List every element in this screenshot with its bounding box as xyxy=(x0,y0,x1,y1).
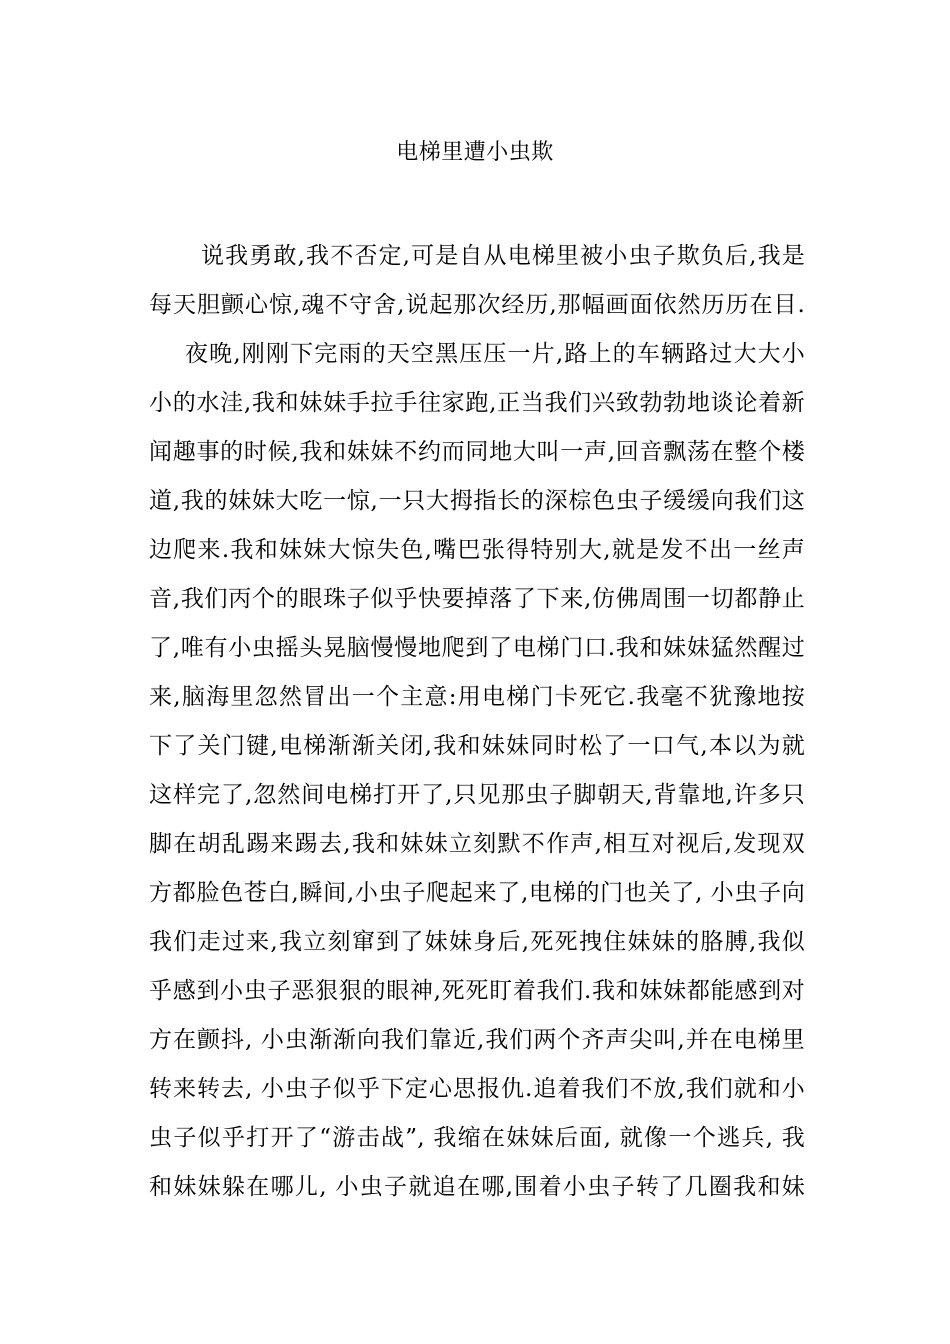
text-line: 道,我的妹妹大吃一惊,一只大拇指长的深棕色虫子缓缓向我们这 xyxy=(149,488,805,514)
document-title: 电梯里遭小虫欺 xyxy=(396,140,554,165)
text-line: 这样完了,忽然间电梯打开了,只见那虫子脚朝天,背靠地,许多只 xyxy=(149,782,805,808)
text-line: 方在颤抖, 小虫渐渐向我们靠近,我们两个齐声尖叫,并在电梯里 xyxy=(149,1027,805,1053)
text-line: 小的水洼,我和妹妹手拉手往家跑,正当我们兴致勃勃地谈论着新 xyxy=(149,390,805,416)
text-line: 转来转去, 小虫子似乎下定心思报仇.追着我们不放,我们就和小 xyxy=(149,1076,805,1102)
text-line: 下了关门键,电梯渐渐关闭,我和妹妹同时松了一口气,本以为就 xyxy=(149,733,805,759)
text-line: 方都脸色苍白,瞬间,小虫子爬起来了,电梯的门也关了, 小虫子向 xyxy=(149,880,805,906)
text-line: 脚在胡乱踢来踢去,我和妹妹立刻默不作声,相互对视后,发现双 xyxy=(149,831,805,857)
text-line: 边爬来.我和妹妹大惊失色,嘴巴张得特别大,就是发不出一丝声 xyxy=(149,537,805,563)
text-line: 和妹妹躲在哪儿, 小虫子就追在哪,围着小虫子转了几圈我和妹 xyxy=(149,1174,805,1200)
text-line: 每天胆颤心惊,魂不守舍,说起那次经历,那幅画面依然历历在目. xyxy=(149,292,805,318)
text-line: 闻趣事的时候,我和妹妹不约而同地大叫一声,回音飘荡在整个楼 xyxy=(149,439,805,465)
document-body xyxy=(149,232,805,1212)
text-line: 音,我们丙个的眼珠子似乎快要掉落了下来,仿佛周围一切都静止 xyxy=(149,586,805,612)
text-line: 来,脑海里忽然冒出一个主意:用电梯门卡死它.我毫不犹豫地按 xyxy=(149,684,805,710)
text-line: 了,唯有小虫摇头晃脑慢慢地爬到了电梯门口.我和妹妹猛然醒过 xyxy=(149,635,805,661)
text-line: 夜晚,刚刚下完雨的天空黑压压一片,路上的车辆路过大大小 xyxy=(185,341,805,367)
text-line: 乎感到小虫子恶狠狠的眼神,死死盯着我们.我和妹妹都能感到对 xyxy=(149,978,805,1004)
text-line: 说我勇敢,我不否定,可是自从电梯里被小虫子欺负后,我是 xyxy=(201,243,805,269)
text-line: 虫子似乎打开了“游击战”, 我缩在妹妹后面, 就像一个逃兵, 我 xyxy=(149,1125,805,1151)
text-line: 我们走过来,我立刻窜到了妹妹身后,死死拽住妹妹的胳膊,我似 xyxy=(149,929,805,955)
